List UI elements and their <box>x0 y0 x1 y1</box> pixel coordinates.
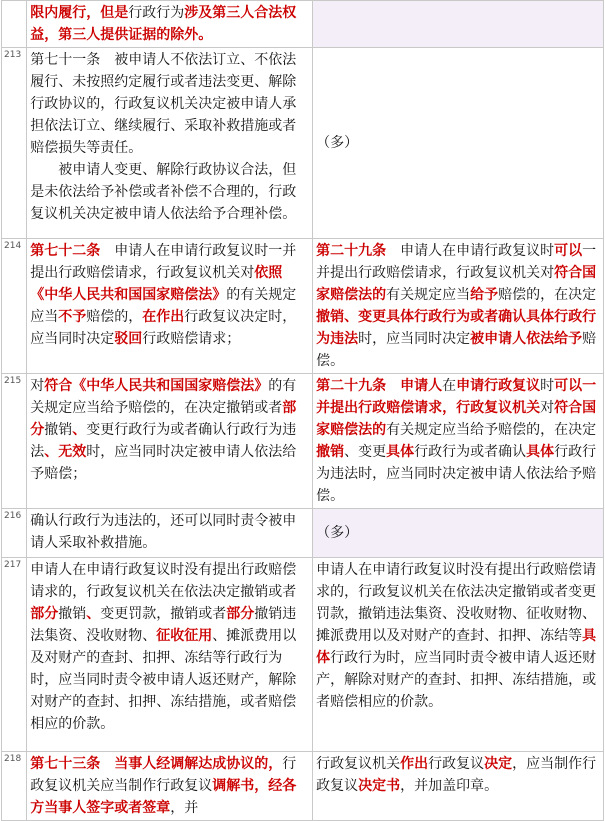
table-row <box>2 1 604 48</box>
highlighted-text: 被申请人依法给予 <box>470 331 583 347</box>
text-segment: 行政复议机关 <box>316 756 401 772</box>
highlighted-text: 调解书，经各方当事人签字或者签章 <box>30 778 297 816</box>
text-segment: 、摊派费用以及对财产的查封、扣押、冻结等行政行为时，应当同时责令被申请人返还财产，解除对财产的查封、扣押、冻结措施，或者赔偿相应的价款。 <box>30 628 297 732</box>
row-number: 218 <box>2 752 27 821</box>
highlighted-text: 涉及第三人合法权益，第三人提供证据的除外。 <box>30 5 297 43</box>
text-segment: 申请人在申请行政复议时没有提出行政赔偿请求的，行政复议机关在依法决定撤销或者 <box>30 562 297 600</box>
old-law-cell <box>313 48 604 239</box>
row-number: 217 <box>2 558 27 752</box>
highlighted-text: 、无效 <box>44 444 87 460</box>
text-segment: 行政复议机关应当制作行政复议 <box>30 756 297 794</box>
text-segment: 撤销违法集资、没收财物、 <box>30 606 297 644</box>
text-segment: 一并提出行政赔偿请求，行政复议机关对 <box>316 243 597 281</box>
text-segment: 被申请人变更、解除行政协议合法，但是未依法给予补偿或者补偿不合理的，行政复议机关决定被申请人依法给予合理补偿。 <box>30 162 297 222</box>
highlighted-text: 部分 <box>30 606 59 622</box>
text-segment: （多） <box>316 135 359 151</box>
new-law-cell <box>27 239 313 374</box>
text-segment: 确认行政行为违法的，还可以同时责令被申请人采取补救措施。 <box>30 513 297 551</box>
table-row <box>2 374 604 509</box>
highlighted-text: 部分 <box>30 400 297 438</box>
text-segment: 行政行为时，应当同时责令被申请人返还财产，解除对财产的查封、扣押、冻结措施，或者赔偿相应的价款。 <box>316 650 597 710</box>
table-row <box>2 558 604 752</box>
highlighted-text: 具体 <box>316 628 597 666</box>
text-segment: 变更行政行为或者确认行政行为违法 <box>30 422 297 460</box>
new-law-cell <box>27 48 313 239</box>
table-row <box>2 752 604 821</box>
new-law-cell <box>27 752 313 821</box>
text-segment: 行政复议 <box>428 756 485 772</box>
highlighted-text: 符合《中华人民共和国国家赔偿法》 <box>44 378 269 394</box>
highlighted-text: 作出 <box>400 756 429 772</box>
paragraph <box>30 52 296 156</box>
text-segment: ，并 <box>170 800 199 816</box>
highlighted-text: 驳回 <box>114 331 143 347</box>
highlighted-text: 申请行政复议 <box>456 378 541 394</box>
highlighted-text: 符合国家赔偿法的 <box>316 265 597 303</box>
text-segment: 时，应当同时决定被申请人依法给予赔偿； <box>30 444 297 482</box>
new-law-cell <box>27 558 313 752</box>
old-law-cell <box>313 558 604 752</box>
highlighted-text: 不予 <box>58 309 87 325</box>
row-number: 216 <box>2 509 27 558</box>
new-law-cell <box>27 509 313 558</box>
text-segment: 行政赔偿请求； <box>142 331 241 347</box>
table-row <box>2 48 604 239</box>
old-law-cell <box>313 374 604 509</box>
text-segment: 行政复议决定时，应当同时决定 <box>30 309 297 347</box>
highlighted-text: 第二十九条 <box>316 243 387 259</box>
new-law-cell <box>27 1 313 48</box>
text-segment: 对 <box>30 378 45 394</box>
highlighted-text: 撤销、变更具体行政行为或者确认具体行政行为违法 <box>316 309 597 347</box>
text-segment: 对 <box>540 400 555 416</box>
text-segment: 赔偿的， <box>86 309 143 325</box>
highlighted-text: 在作出 <box>142 309 185 325</box>
highlighted-text: 可以一并提出行政赔偿请求，行政复议机关 <box>316 378 597 416</box>
text-segment: 第七十一条 被申请人不依法订立、不依法履行、未按照约定履行或者违法变更、解除行政协议的，行政复议机关决定被申请人承担依法订立、继续履行、采取补救措施或者赔偿损失等责任。 <box>30 52 297 156</box>
text-segment: 申请人在申请行政复议时 <box>386 243 555 259</box>
highlighted-text: 部分 <box>226 606 255 622</box>
row-number: 213 <box>2 48 27 239</box>
highlighted-text: 撤销 <box>316 444 345 460</box>
text-segment: 的有关规定应当 <box>30 287 297 325</box>
text-segment: ，应当制作行政复议 <box>316 756 597 794</box>
old-law-cell <box>313 752 604 821</box>
row-number: 215 <box>2 374 27 509</box>
text-segment: 申请人在申请行政复议时一并提出行政赔偿请求，行政复议机关对 <box>30 243 297 281</box>
table-row <box>2 509 604 558</box>
text-segment: 赔偿的，在决定 <box>498 287 597 303</box>
text-segment: 行政行为或者确认 <box>414 444 527 460</box>
text-segment: 时 <box>540 378 555 394</box>
text-segment: 有关规定应当 <box>386 287 471 303</box>
highlighted-text: 、 <box>72 422 87 438</box>
table-row <box>2 239 604 374</box>
highlighted-text: 第七十三条 当事人经调解达成协议的， <box>30 756 283 772</box>
old-law-cell <box>313 509 604 558</box>
comparison-table <box>1 0 604 821</box>
old-law-cell <box>313 239 604 374</box>
highlighted-text: 限内履行，但是 <box>30 5 129 21</box>
row-number: 214 <box>2 239 27 374</box>
text-segment: 变更罚款，撤销或者 <box>100 606 227 622</box>
highlighted-text: 决定书 <box>358 778 401 794</box>
text-segment: 、变更 <box>344 444 387 460</box>
text-segment: （多） <box>316 525 359 541</box>
highlighted-text: 第二十九条 申请人 <box>316 378 443 394</box>
text-segment: 时，应当同时决定 <box>358 331 471 347</box>
text-segment: 赔偿。 <box>316 331 597 369</box>
text-segment: 行政行为违法时，应当同时决定被申请人依法给予赔偿。 <box>316 444 597 504</box>
highlighted-text: 具体 <box>526 444 555 460</box>
text-segment: 有关规定应当给予赔偿的，在决定 <box>386 422 597 438</box>
highlighted-text: 符合国家赔偿法的 <box>316 400 597 438</box>
text-segment: 申请人在申请行政复议时没有提出行政赔偿请求的，行政复议机关在依法决定撤销或者变更罚款，撤销违法集资、没收财物、征收财物、摊派费用以及对财产的查封、扣押、冻结等 <box>316 562 597 644</box>
highlighted-text: 依照《中华人民共和国国家赔偿法》 <box>30 265 283 303</box>
old-law-cell <box>313 1 604 48</box>
row-number <box>2 1 27 48</box>
text-segment: 撤销 <box>58 606 87 622</box>
text-segment: 在 <box>442 378 457 394</box>
highlighted-text: 可以 <box>554 243 583 259</box>
new-law-cell <box>27 374 313 509</box>
highlighted-text: 、 <box>86 606 101 622</box>
paragraph <box>30 159 310 225</box>
text-segment: ，并加盖印章。 <box>400 778 499 794</box>
highlighted-text: 决定 <box>484 756 513 772</box>
highlighted-text: 第七十二条 <box>30 243 101 259</box>
text-segment: 的有关规定应当给予赔偿的，在决定撤销或者 <box>30 378 297 416</box>
highlighted-text: 征收征用 <box>156 628 213 644</box>
text-segment: 撤销 <box>44 422 73 438</box>
highlighted-text: 具体 <box>386 444 415 460</box>
highlighted-text: 给予 <box>470 287 499 303</box>
text-segment: 行政行为 <box>128 5 185 21</box>
